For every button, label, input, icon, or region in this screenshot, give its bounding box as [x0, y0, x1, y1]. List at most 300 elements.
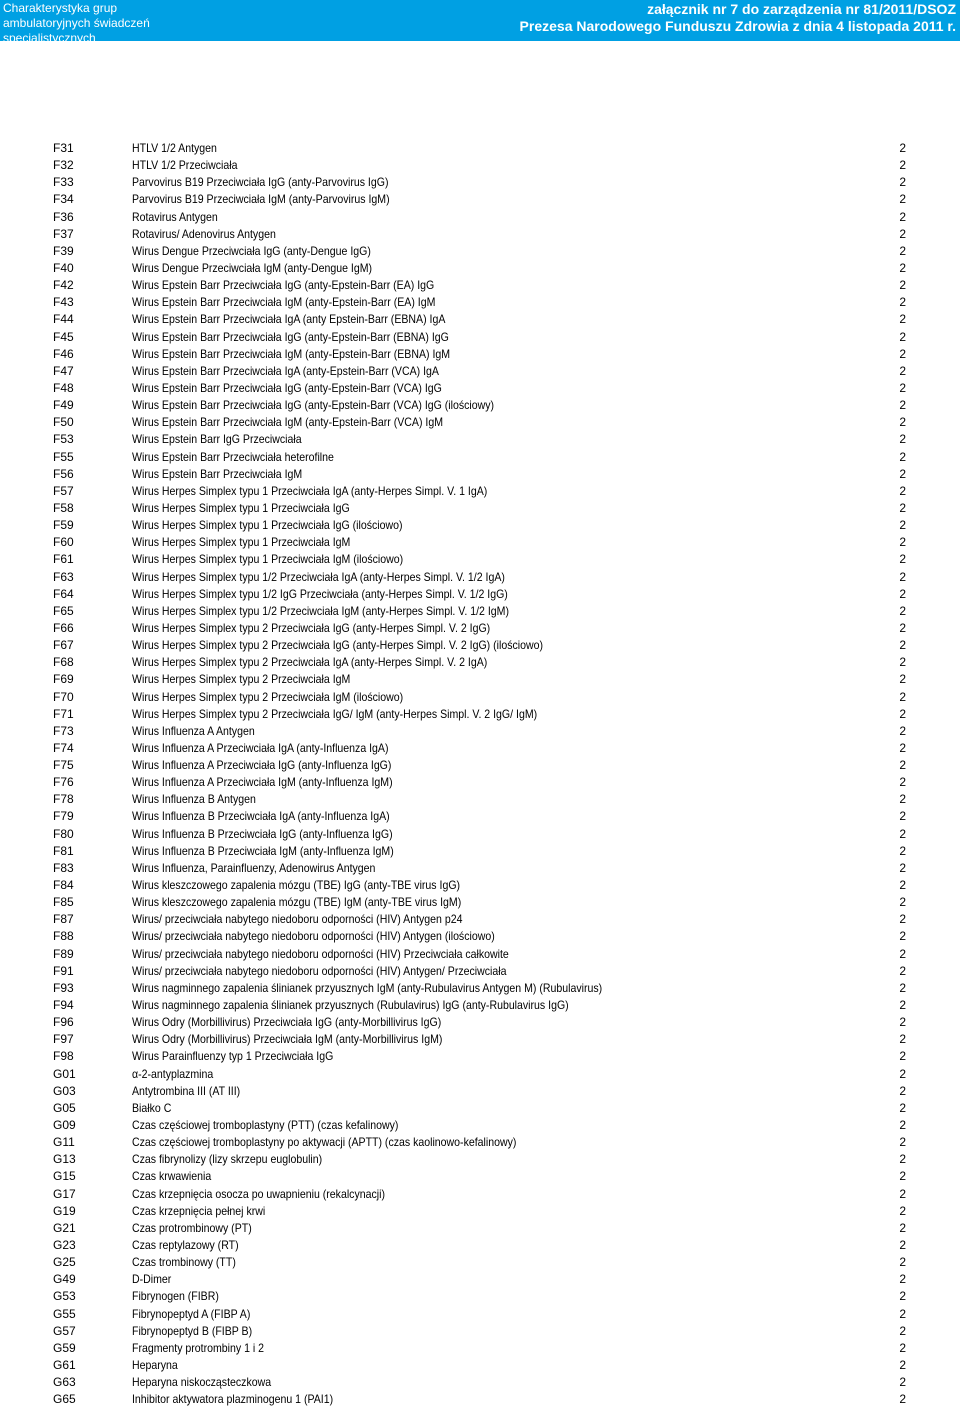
table-row: [0, 311, 960, 328]
row-name: Parvovirus B19 Przeciwciała IgG (anty-Parvovirus IgG): [132, 175, 389, 190]
row-name: Fragmenty protrombiny 1 i 2: [132, 1340, 265, 1355]
row-value: 2: [899, 398, 906, 413]
table-row: [0, 1357, 960, 1374]
row-code: F65: [53, 603, 74, 618]
row-code: F94: [53, 998, 74, 1013]
table-row: [0, 689, 960, 706]
row-code: F96: [53, 1015, 74, 1030]
row-name: Wirus Herpes Simplex typu 2 Przeciwciała IgM: [132, 672, 351, 687]
row-name: Białko C: [132, 1100, 172, 1115]
row-value: 2: [899, 346, 906, 361]
row-code: G11: [53, 1135, 75, 1150]
table-row: [0, 277, 960, 294]
table-row: [0, 1151, 960, 1168]
row-value: 2: [899, 243, 906, 258]
table-row: [0, 808, 960, 825]
row-name: Wirus Herpes Simplex typu 1 Przeciwciała IgM (ilościowo): [132, 552, 404, 567]
table-row: [0, 1134, 960, 1151]
row-name: Wirus Herpes Simplex typu 1 Przeciwciała IgM: [132, 535, 351, 550]
table-row: [0, 414, 960, 431]
row-name: Wirus Influenza, Parainfluenzy, Adenowirus Antygen: [132, 860, 376, 875]
table-row: [0, 397, 960, 414]
row-value: 2: [899, 826, 906, 841]
row-value: 2: [899, 723, 906, 738]
row-code: G03: [53, 1083, 76, 1098]
row-code: F64: [53, 586, 74, 601]
table-row: [0, 843, 960, 860]
row-name: Wirus Influenza A Przeciwciała IgM (anty-Influenza IgM): [132, 775, 393, 790]
table-row: [0, 1288, 960, 1305]
service-group-table: [0, 140, 960, 1408]
row-value: 2: [899, 158, 906, 173]
row-value: 2: [899, 175, 906, 190]
row-code: G55: [53, 1306, 76, 1321]
row-value: 2: [899, 586, 906, 601]
header-left-line: specjalistycznych: [3, 31, 96, 45]
header-left-line: ambulatoryjnych świadczeń: [3, 16, 150, 30]
row-code: F93: [53, 980, 74, 995]
row-code: F32: [53, 158, 74, 173]
table-row: [0, 980, 960, 997]
row-code: F48: [53, 380, 74, 395]
row-value: 2: [899, 1323, 906, 1338]
row-value: 2: [899, 363, 906, 378]
row-name: Wirus Dengue Przeciwciała IgM (anty-Dengue IgM): [132, 260, 373, 275]
row-value: 2: [899, 432, 906, 447]
row-value: 2: [899, 706, 906, 721]
row-name: Wirus Herpes Simplex typu 2 Przeciwciała IgG (anty-Herpes Simpl. V. 2 IgG): [132, 620, 491, 635]
row-value: 2: [899, 1186, 906, 1201]
row-code: G01: [53, 1066, 76, 1081]
row-value: 2: [899, 1203, 906, 1218]
row-name: Wirus nagminnego zapalenia ślinianek przyusznych IgM (anty-Rubulavirus Antygen M) (Rubulavirus): [132, 980, 603, 995]
row-code: F75: [53, 758, 74, 773]
table-row: [0, 877, 960, 894]
row-value: 2: [899, 963, 906, 978]
table-row: [0, 1100, 960, 1117]
row-name: Wirus Epstein Barr Przeciwciała IgM (anty-Epstein-Barr (EA) IgM: [132, 295, 436, 310]
row-code: F50: [53, 415, 74, 430]
row-value: 2: [899, 895, 906, 910]
row-code: F55: [53, 449, 74, 464]
row-code: F60: [53, 535, 74, 550]
row-name: Antytrombina III (AT III): [132, 1083, 241, 1098]
header-left-title: [3, 1, 150, 46]
row-code: F66: [53, 620, 74, 635]
row-code: F78: [53, 792, 74, 807]
row-code: F97: [53, 1032, 74, 1047]
table-row: [0, 1186, 960, 1203]
row-value: 2: [899, 1306, 906, 1321]
page-header-banner: [0, 0, 960, 45]
row-code: F76: [53, 775, 74, 790]
row-value: 2: [899, 1066, 906, 1081]
row-code: G25: [53, 1255, 76, 1270]
row-code: F31: [53, 141, 74, 155]
row-name: Wirus Influenza B Antygen: [132, 792, 256, 807]
header-right-title: [520, 1, 956, 35]
table-row: [0, 654, 960, 671]
table-row: [0, 894, 960, 911]
table-row: [0, 1014, 960, 1031]
row-name: Czas krzepnięcia pełnej krwi: [132, 1203, 266, 1218]
row-code: F71: [53, 706, 74, 721]
row-name: Wirus Epstein Barr Przeciwciała IgM: [132, 466, 303, 481]
row-value: 2: [899, 1238, 906, 1252]
row-name: Czas częściowej tromboplastyny po aktywacji (APTT) (czas kaolinowo-kefalinowy): [132, 1135, 517, 1150]
row-name: Wirus/ przeciwciała nabytego niedoboru odporności (HIV) Antygen (ilościowo): [132, 929, 495, 944]
row-value: 2: [899, 980, 906, 995]
table-row: [0, 1254, 960, 1271]
table-row: [0, 1083, 960, 1100]
row-value: 2: [899, 312, 906, 327]
row-value: 2: [899, 809, 906, 824]
row-code: F61: [53, 552, 74, 567]
row-code: F40: [53, 260, 74, 275]
row-name: Wirus/ przeciwciała nabytego niedoboru odporności (HIV) Przeciwciała całkowite: [132, 946, 509, 961]
row-name: Wirus Herpes Simplex typu 1/2 Przeciwciała IgA (anty-Herpes Simpl. V. 1/2 IgA): [132, 569, 505, 584]
table-row: [0, 1374, 960, 1391]
row-name: Wirus Epstein Barr Przeciwciała IgG (anty-Epstein-Barr (EBNA) IgG: [132, 329, 449, 344]
row-value: 2: [899, 1340, 906, 1355]
table-row: [0, 603, 960, 620]
table-row: [0, 1066, 960, 1083]
row-value: 2: [899, 1135, 906, 1150]
row-code: G61: [53, 1357, 76, 1372]
row-value: 2: [899, 860, 906, 875]
table-row: [0, 1237, 960, 1254]
row-code: F34: [53, 192, 74, 207]
row-name: Wirus Influenza A Przeciwciała IgA (anty-Influenza IgA): [132, 740, 389, 755]
row-code: F44: [53, 312, 74, 327]
row-code: F36: [53, 209, 74, 224]
row-value: 2: [899, 1220, 906, 1235]
row-code: F59: [53, 518, 74, 533]
row-code: G15: [53, 1169, 76, 1184]
table-row: [0, 551, 960, 568]
row-value: 2: [899, 415, 906, 430]
row-value: 2: [899, 758, 906, 773]
row-code: F46: [53, 346, 74, 361]
table-row: [0, 1323, 960, 1340]
row-value: 2: [899, 672, 906, 687]
row-code: F49: [53, 398, 74, 413]
row-name: Parvovirus B19 Przeciwciała IgM (anty-Parvovirus IgM): [132, 192, 390, 207]
row-value: 2: [899, 141, 906, 155]
row-name: Czas reptylazowy (RT): [132, 1238, 239, 1252]
row-value: 2: [899, 998, 906, 1013]
row-code: F88: [53, 929, 74, 944]
table-row: [0, 637, 960, 654]
row-value: 2: [899, 278, 906, 293]
row-code: G23: [53, 1238, 76, 1252]
row-name: Fibrynopeptyd A (FIBP A): [132, 1306, 251, 1321]
row-value: 2: [899, 329, 906, 344]
table-row: [0, 620, 960, 637]
table-row: [0, 706, 960, 723]
row-value: 2: [899, 620, 906, 635]
row-name: Wirus Herpes Simplex typu 1/2 IgG Przeciwciała (anty-Herpes Simpl. V. 1/2 IgG): [132, 586, 508, 601]
row-name: Fibrynopeptyd B (FIBP B): [132, 1323, 253, 1338]
row-name: Wirus Epstein Barr Przeciwciała heterofilne: [132, 449, 334, 464]
row-code: F47: [53, 363, 74, 378]
row-name: Wirus Epstein Barr Przeciwciała IgG (anty-Epstein-Barr (VCA) IgG (ilościowy): [132, 398, 495, 413]
row-value: 2: [899, 569, 906, 584]
row-value: 2: [899, 449, 906, 464]
row-name: Wirus Influenza B Przeciwciała IgA (anty-Influenza IgA): [132, 809, 390, 824]
row-name: Wirus/ przeciwciała nabytego niedoboru odporności (HIV) Antygen p24: [132, 912, 463, 927]
row-value: 2: [899, 192, 906, 207]
table-row: [0, 1048, 960, 1065]
row-code: F89: [53, 946, 74, 961]
row-code: F80: [53, 826, 74, 841]
row-value: 2: [899, 912, 906, 927]
table-row: [0, 363, 960, 380]
row-code: G59: [53, 1340, 76, 1355]
table-row: [0, 757, 960, 774]
row-value: 2: [899, 483, 906, 498]
row-name: Wirus Epstein Barr Przeciwciała IgG (anty-Epstein-Barr (EA) IgG: [132, 278, 435, 293]
row-code: F84: [53, 878, 74, 893]
row-code: F45: [53, 329, 74, 344]
row-name: Wirus Dengue Przeciwciała IgG (anty-Dengue IgG): [132, 243, 371, 258]
row-value: 2: [899, 655, 906, 670]
row-code: F91: [53, 963, 74, 978]
table-row: [0, 329, 960, 346]
table-row: [0, 1391, 960, 1408]
row-code: F53: [53, 432, 74, 447]
row-name: Wirus Epstein Barr Przeciwciała IgM (anty-Epstein-Barr (VCA) IgM: [132, 415, 444, 430]
row-value: 2: [899, 1152, 906, 1167]
row-code: G65: [53, 1392, 76, 1407]
row-name: Rotavirus Antygen: [132, 209, 218, 224]
row-code: G63: [53, 1375, 76, 1390]
table-row: [0, 723, 960, 740]
row-value: 2: [899, 518, 906, 533]
row-name: Wirus Herpes Simplex typu 1 Przeciwciała IgA (anty-Herpes Simpl. V. 1 IgA): [132, 483, 488, 498]
row-name: Wirus/ przeciwciała nabytego niedoboru odporności (HIV) Antygen/ Przeciwciała: [132, 963, 507, 978]
row-name: Wirus Influenza A Przeciwciała IgG (anty-Influenza IgG): [132, 758, 392, 773]
row-value: 2: [899, 1357, 906, 1372]
row-code: F39: [53, 243, 74, 258]
table-row: [0, 449, 960, 466]
row-name: Heparyna: [132, 1357, 178, 1372]
header-right-line: załącznik nr 7 do zarządzenia nr 81/2011/DSOZ: [647, 1, 956, 17]
row-code: F57: [53, 483, 74, 498]
row-value: 2: [899, 1083, 906, 1098]
row-code: F43: [53, 295, 74, 310]
table-row: [0, 1168, 960, 1185]
row-name: Wirus Herpes Simplex typu 2 Przeciwciała IgG/ IgM (anty-Herpes Simpl. V. 2 IgG/ IgM): [132, 706, 538, 721]
row-name: Wirus nagminnego zapalenia ślinianek przyusznych (Rubulavirus) IgG (anty-Rubulavirus IgG): [132, 998, 569, 1013]
table-row: [0, 260, 960, 277]
row-name: Wirus Herpes Simplex typu 1 Przeciwciała IgG (ilościowo): [132, 518, 403, 533]
row-code: F70: [53, 689, 74, 704]
row-value: 2: [899, 929, 906, 944]
row-name: HTLV 1/2 Antygen: [132, 141, 217, 155]
row-value: 2: [899, 1032, 906, 1047]
row-value: 2: [899, 380, 906, 395]
row-value: 2: [899, 638, 906, 653]
table-row: [0, 1271, 960, 1288]
row-name: Fibrynogen (FIBR): [132, 1289, 219, 1304]
row-code: G13: [53, 1152, 76, 1167]
row-name: HTLV 1/2 Przeciwciała: [132, 158, 238, 173]
table-row: [0, 534, 960, 551]
row-name: Heparyna niskocząsteczkowa: [132, 1375, 272, 1390]
row-code: G21: [53, 1220, 76, 1235]
table-row: [0, 586, 960, 603]
row-value: 2: [899, 1118, 906, 1133]
table-row: [0, 500, 960, 517]
row-name: Wirus Odry (Morbillivirus) Przeciwciała IgG (anty-Morbillivirus IgG): [132, 1015, 442, 1030]
table-row: [0, 191, 960, 208]
row-name: Wirus Influenza B Przeciwciała IgM (anty-Influenza IgM): [132, 843, 394, 858]
row-name: Wirus Epstein Barr IgG Przeciwciała: [132, 432, 302, 447]
row-name: Wirus Herpes Simplex typu 1/2 Przeciwciała IgM (anty-Herpes Simpl. V. 1/2 IgM): [132, 603, 509, 618]
row-code: F68: [53, 655, 74, 670]
row-value: 2: [899, 1289, 906, 1304]
row-name: D-Dimer: [132, 1272, 172, 1287]
row-name: Rotavirus/ Adenovirus Antygen: [132, 226, 276, 241]
row-value: 2: [899, 740, 906, 755]
row-value: 2: [899, 1169, 906, 1184]
row-value: 2: [899, 843, 906, 858]
row-name: Czas częściowej tromboplastyny (PTT) (czas kefalinowy): [132, 1118, 399, 1133]
table-row: [0, 1117, 960, 1134]
row-code: G19: [53, 1203, 76, 1218]
row-code: F98: [53, 1049, 74, 1064]
row-value: 2: [899, 878, 906, 893]
header-left-line: Charakterystyka grup: [3, 1, 118, 15]
table-row: [0, 860, 960, 877]
row-code: G17: [53, 1186, 76, 1201]
row-code: F79: [53, 809, 74, 824]
row-value: 2: [899, 260, 906, 275]
table-row: [0, 671, 960, 688]
row-code: F37: [53, 226, 74, 241]
row-value: 2: [899, 1015, 906, 1030]
row-name: Wirus Herpes Simplex typu 2 Przeciwciała IgA (anty-Herpes Simpl. V. 2 IgA): [132, 655, 488, 670]
table-row: [0, 380, 960, 397]
row-name: α-2-antyplazmina: [132, 1066, 214, 1081]
row-name: Czas fibrynolizy (lizy skrzepu euglobulin): [132, 1152, 323, 1167]
row-value: 2: [899, 946, 906, 961]
row-value: 2: [899, 1255, 906, 1270]
row-name: Czas protrombinowy (PT): [132, 1220, 252, 1235]
table-row: [0, 174, 960, 191]
header-right-line: Prezesa Narodowego Funduszu Zdrowia z dnia 4 listopada 2011 r.: [519, 18, 956, 34]
table-row: [0, 466, 960, 483]
table-row: [0, 928, 960, 945]
row-name: Wirus Odry (Morbillivirus) Przeciwciała IgM (anty-Morbillivirus IgM): [132, 1032, 443, 1047]
row-name: Wirus kleszczowego zapalenia mózgu (TBE) IgM (anty-TBE virus IgM): [132, 895, 462, 910]
row-code: F42: [53, 278, 74, 293]
row-code: F87: [53, 912, 74, 927]
row-value: 2: [899, 295, 906, 310]
table-row: [0, 346, 960, 363]
table-row: [0, 1203, 960, 1220]
row-name: Czas krwawienia: [132, 1169, 212, 1184]
row-value: 2: [899, 535, 906, 550]
table-row: [0, 157, 960, 174]
row-name: Czas trombinowy (TT): [132, 1255, 236, 1270]
table-row: [0, 740, 960, 757]
row-code: F85: [53, 895, 74, 910]
row-code: G57: [53, 1323, 76, 1338]
table-row: [0, 140, 960, 157]
table-row: [0, 826, 960, 843]
row-name: Wirus Parainfluenzy typ 1 Przeciwciała IgG: [132, 1049, 334, 1064]
row-code: F74: [53, 740, 74, 755]
table-row: [0, 946, 960, 963]
row-code: F81: [53, 843, 74, 858]
row-value: 2: [899, 603, 906, 618]
row-name: Wirus Epstein Barr Przeciwciała IgA (anty-Epstein-Barr (VCA) IgA: [132, 363, 439, 378]
row-value: 2: [899, 1100, 906, 1115]
table-row: [0, 209, 960, 226]
row-name: Wirus kleszczowego zapalenia mózgu (TBE) IgG (anty-TBE virus IgG): [132, 878, 461, 893]
row-code: F67: [53, 638, 74, 653]
row-name: Czas krzepnięcia osocza po uwapnieniu (rekalcynacji): [132, 1186, 385, 1201]
row-value: 2: [899, 500, 906, 515]
row-name: Wirus Influenza B Przeciwciała IgG (anty-Influenza IgG): [132, 826, 393, 841]
table-row: [0, 791, 960, 808]
row-code: F83: [53, 860, 74, 875]
row-code: F33: [53, 175, 74, 190]
table-row: [0, 963, 960, 980]
table-row: [0, 1031, 960, 1048]
row-value: 2: [899, 689, 906, 704]
row-value: 2: [899, 775, 906, 790]
row-value: 2: [899, 226, 906, 241]
row-code: F58: [53, 500, 74, 515]
table-row: [0, 911, 960, 928]
table-row: [0, 1306, 960, 1323]
row-name: Wirus Epstein Barr Przeciwciała IgG (anty-Epstein-Barr (VCA) IgG: [132, 380, 442, 395]
row-name: Wirus Epstein Barr Przeciwciała IgM (anty-Epstein-Barr (EBNA) IgM: [132, 346, 451, 361]
row-code: F73: [53, 723, 74, 738]
row-code: F56: [53, 466, 74, 481]
table-row: [0, 431, 960, 448]
row-name: Wirus Herpes Simplex typu 2 Przeciwciała IgM (ilościowo): [132, 689, 404, 704]
row-value: 2: [899, 792, 906, 807]
table-row: [0, 226, 960, 243]
table-row: [0, 997, 960, 1014]
row-code: F63: [53, 569, 74, 584]
row-name: Wirus Herpes Simplex typu 1 Przeciwciała IgG: [132, 500, 350, 515]
row-name: Wirus Influenza A Antygen: [132, 723, 255, 738]
row-code: G05: [53, 1100, 76, 1115]
row-name: Inhibitor aktywatora plazminogenu 1 (PAI1): [132, 1392, 334, 1407]
table-row: [0, 294, 960, 311]
row-value: 2: [899, 209, 906, 224]
row-name: Wirus Epstein Barr Przeciwciała IgA (anty Epstein-Barr (EBNA) IgA: [132, 312, 446, 327]
row-code: F69: [53, 672, 74, 687]
table-row: [0, 1340, 960, 1357]
row-code: G53: [53, 1289, 76, 1304]
row-value: 2: [899, 552, 906, 567]
table-row: [0, 517, 960, 534]
table-row: [0, 1220, 960, 1237]
table-row: [0, 483, 960, 500]
table-row: [0, 569, 960, 586]
row-value: 2: [899, 1392, 906, 1407]
row-value: 2: [899, 1272, 906, 1287]
row-value: 2: [899, 1049, 906, 1064]
row-code: G49: [53, 1272, 76, 1287]
table-row: [0, 243, 960, 260]
